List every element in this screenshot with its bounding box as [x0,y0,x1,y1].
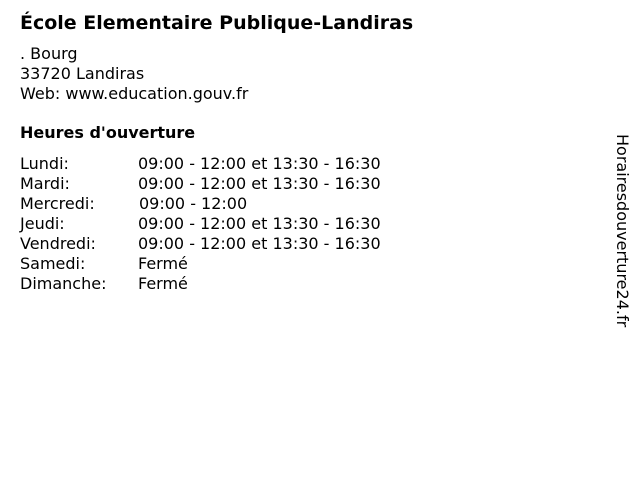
day-time: Fermé [138,254,188,273]
day-label: Lundi: [20,154,69,173]
day-label: Mercredi: [20,194,95,213]
day-label: Jeudi: [20,214,65,233]
day-label: Mardi: [20,174,70,193]
day-label: Samedi: [20,254,86,273]
address-city: 33720 Landiras [20,64,145,83]
address-street: . Bourg [20,44,78,63]
day-time: 09:00 - 12:00 et 13:30 - 16:30 [138,154,381,173]
hours-heading: Heures d'ouverture [20,123,196,142]
day-time: 09:00 - 12:00 et 13:30 - 16:30 [138,214,381,233]
side-watermark: Horairesdouverture24.fr [613,134,632,328]
day-time: Fermé [138,274,188,293]
website-line: Web: www.education.gouv.fr [20,84,249,103]
day-time: 09:00 - 12:00 et 13:30 - 16:30 [138,234,381,253]
day-label: Dimanche: [20,274,107,293]
day-time: 09:00 - 12:00 et 13:30 - 16:30 [138,174,381,193]
page-title: École Elementaire Publique-Landiras [20,12,414,34]
address-block [20,44,248,104]
day-label: Vendredi: [20,234,96,253]
day-time: 09:00 - 12:00 [139,194,248,213]
